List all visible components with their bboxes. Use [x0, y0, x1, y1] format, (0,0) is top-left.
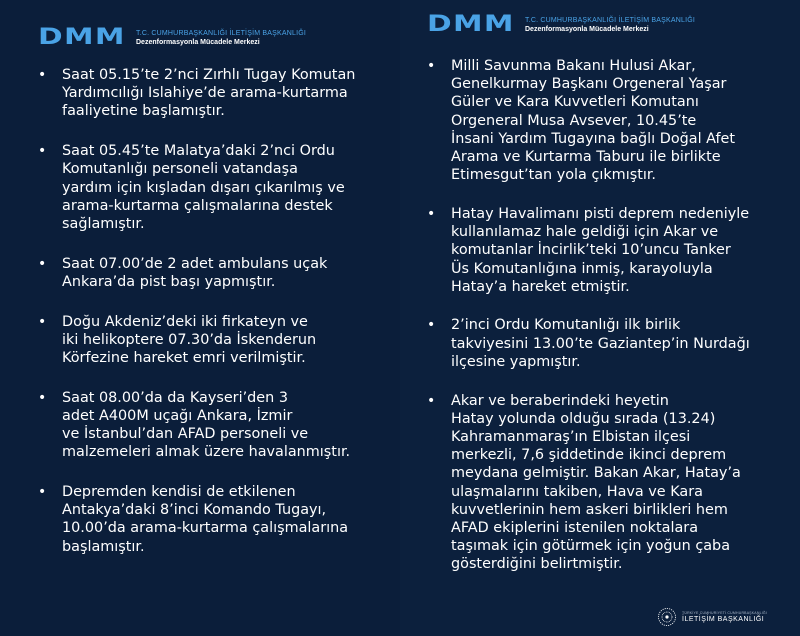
bullet-icon: • [38, 483, 47, 500]
bullet-icon: • [427, 317, 436, 334]
list-item-text: 2’inci Ordu Komutanlığı ilk birlik takviyesini 13.00’te Gaziantep’in Nurdağı ilçesine yapmıştır. [451, 317, 750, 370]
list-item [38, 389, 388, 462]
list-item-text: Saat 08.00’da da Kayseri’den 3 adet A400M uçağı Ankara, İzmir ve İstanbul’dan AFAD personeli ve malzemeleri almak üzere havalanmıştır. [62, 389, 351, 461]
org-line-2: Dezenformasyonla Mücadele Merkezi [525, 26, 649, 33]
dmm-logo-left [38, 27, 306, 49]
list-item [427, 316, 777, 371]
right-bullet-list [427, 57, 777, 594]
org-line-1: T.C. CUMHURBAŞKANLIĞI İLETİŞİM BAŞKANLIĞI [525, 17, 696, 24]
list-item-text: Saat 07.00’de 2 adet ambulans uçak Ankara’da pist başı yapmıştır. [62, 255, 328, 290]
bullet-icon: • [38, 313, 47, 330]
iletisim-baskanligi-logo [657, 607, 767, 627]
bullet-icon: • [38, 143, 47, 160]
list-item [427, 57, 777, 184]
list-item [38, 313, 388, 368]
list-item-text: Milli Savunma Bakanı Hulusi Akar, Genelkurmay Başkanı Orgeneral Yaşar Güler ve Kara Kuvvetleri Komutanı Orgeneral Musa Avsever, 10.45’te İnsani Yardım Tugayına bağlı Doğal Afet Arama ve Kurtarma Taburu ile birlikte Etimesgut’tan yola çıkmıştır. [451, 58, 736, 184]
org-line-1: T.C. CUMHURBAŞKANLIĞI İLETİŞİM BAŞKANLIĞI [136, 30, 307, 37]
dmm-logo-right [427, 14, 695, 36]
emblem-icon [657, 607, 677, 627]
footer-main-text: İLETİŞİM BAŞKANLIĞI [682, 615, 765, 623]
footer-small-text: TÜRKİYE CUMHURİYETİ CUMHURBAŞKANLIĞI [682, 610, 767, 615]
dmm-wordmark: DMM [38, 25, 126, 50]
list-item [38, 66, 388, 121]
footer-text [682, 611, 767, 624]
list-item [38, 142, 388, 233]
bullet-icon: • [38, 67, 47, 83]
list-item-text: Saat 05.45’te Malatya’daki 2’nci Ordu Komutanlığı personeli vatandaşa yardım için kışladan dışarı çıkarılmış ve arama-kurtarma çalışmalarına destek sağlamıştır. [62, 143, 345, 232]
dmm-wordmark: DMM [427, 12, 515, 37]
list-item [427, 392, 777, 574]
bullet-icon: • [427, 58, 436, 74]
list-item [427, 205, 777, 296]
list-item [38, 483, 388, 556]
bullet-icon: • [427, 205, 436, 222]
list-item-text: Hatay Havalimanı pisti deprem nedeniyle kullanılamaz hale geldiği için Akar ve komutanlar İncirlik’teki 10’uncu Tanker Üs Komutanlığına inmiş, karayoluyla Hatay’a hareket etmiştir. [451, 205, 750, 295]
org-line-2: Dezenformasyonla Mücadele Merkezi [136, 39, 260, 46]
list-item [38, 255, 388, 291]
left-bullet-list [38, 66, 388, 577]
bullet-icon: • [38, 389, 47, 406]
list-item-text: Doğu Akdeniz’deki iki firkateyn ve iki helikoptere 07.30’da İskenderun Körfezine hareket emri verilmiştir. [62, 313, 317, 366]
list-item-text: Saat 05.15’te 2’nci Zırhlı Tugay Komutan Yardımcılığı Islahiye’de arama-kurtarma faaliyetine başlamıştır. [62, 67, 356, 120]
list-item-text: Depremden kendisi de etkilenen Antakya’daki 8’inci Komando Tugayı, 10.00’da arama-kurtarma çalışmalarına başlamıştır. [62, 483, 349, 555]
list-item-text: Akar ve beraberindeki heyetin Hatay yolunda olduğu sırada (13.24) Kahramanmaraş’ın Elbistan ilçesi merkezli, 7,6 şiddetinde ikinci deprem meydana gelmiştir. Bakan Akar, Hatay’a ulaşmalarını takiben, Hava ve Kara kuvvetlerinin hem askeri birlikleri hem AFAD ekiplerini istenilen noktalara taşımak için götürmek için yoğun çaba gösterdiğini belirtmiştir. [451, 392, 741, 573]
bullet-icon: • [427, 392, 436, 409]
bullet-icon: • [38, 255, 47, 272]
